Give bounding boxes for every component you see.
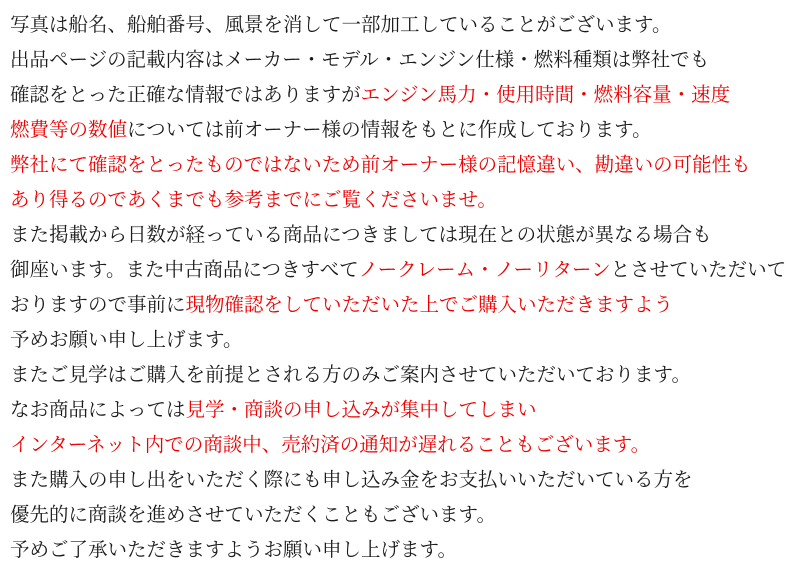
text-segment: また掲載から日数が経っている商品につきましては現在との状態が異なる場合も [10, 223, 712, 246]
text-segment: については前オーナー様の情報をもとに作成しております。 [127, 118, 652, 141]
text-segment: 優先的に商談を進めさせていただくこともございます。 [10, 503, 496, 526]
text-line [10, 497, 796, 532]
text-segment: 出品ページの記載内容はメーカー・モデル・エンジン仕様・燃料種類は弊社でも [10, 48, 710, 71]
text-segment: なお商品によっては [10, 398, 186, 421]
highlighted-text-segment: インターネット内での商談中、売約済の通知が遅れることもございます。 [10, 433, 651, 456]
highlighted-text-segment: ノークレーム・ノーリターン [358, 258, 611, 281]
text-segment: 予めお願い申し上げます。 [10, 328, 243, 351]
text-line [10, 392, 796, 427]
text-line [10, 462, 796, 497]
text-line [10, 42, 796, 77]
text-line [10, 112, 796, 147]
text-line [10, 252, 796, 287]
text-segment: とさせていただいて [610, 258, 787, 281]
highlighted-text-segment: 燃費等の数値 [10, 118, 128, 141]
text-line [10, 322, 796, 357]
text-line [10, 287, 796, 322]
text-segment: また購入の申し出をいただく際にも申し込み金をお支払いいただいている方を [10, 468, 693, 491]
text-segment: おりますので事前に [10, 293, 186, 316]
text-line [10, 147, 796, 182]
text-line [10, 427, 796, 462]
highlighted-text-segment: エンジン馬力・使用時間・燃料容量・速度 [360, 83, 731, 106]
highlighted-text-segment: 弊社にて確認をとったものではないため前オーナー様の記憶違い、勘違いの可能性も [10, 153, 751, 176]
text-line [10, 182, 796, 217]
highlighted-text-segment: 現物確認をしていただいた上でご購入いただきますよう [185, 293, 674, 316]
text-line [10, 532, 796, 567]
text-line [10, 7, 796, 42]
text-segment: 写真は船名、船舶番号、風景を消して一部加工していることがございます。 [10, 13, 672, 36]
text-segment: またご見学はご購入を前提とされる方のみご案内させていただいております。 [10, 363, 691, 386]
text-line [10, 357, 796, 392]
text-line [10, 217, 796, 252]
text-segment: 確認をとった正確な情報ではありますが [10, 83, 361, 106]
text-line [10, 77, 796, 112]
text-segment: 御座います。また中古商品につきすべて [10, 258, 359, 281]
highlighted-text-segment: 見学・商談の申し込みが集中してしまい [185, 398, 537, 421]
highlighted-text-segment: あり得るのであくまでも参考までにご覧くださいませ。 [10, 188, 497, 211]
text-segment: 予めご了承いただきますようお願い申し上げます。 [10, 538, 457, 561]
